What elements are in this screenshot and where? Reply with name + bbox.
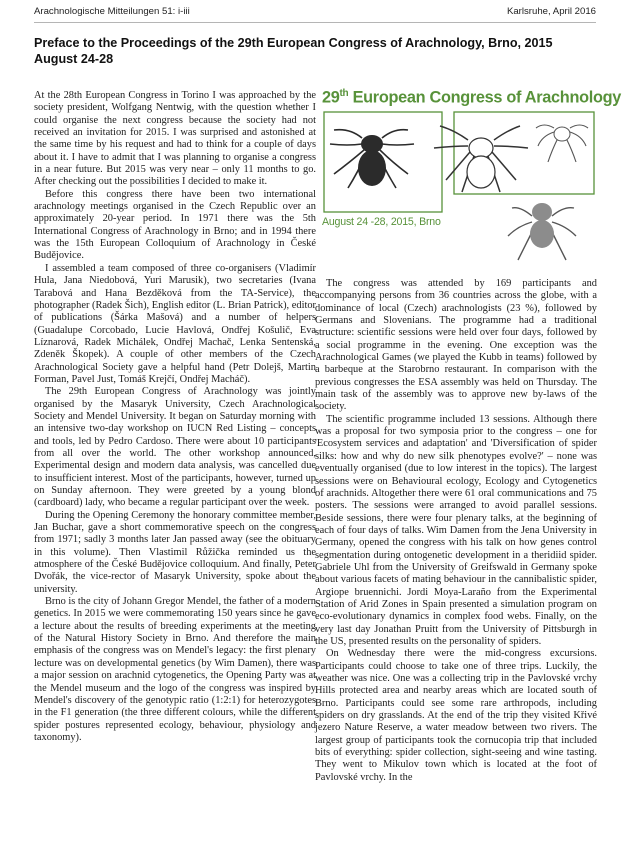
- paragraph: I assembled a team composed of three co-organisers (Vladimír Hula, Jana Niedobová, Yuri Marusik), two secretaries (Ivana Tarabová and Hana Bezděková from the TA-Service), the photographer (Radek Šich), English editor (L. Brian Patrick), editor of publications (Šárka Mašová) and a number of helpers (Guadalupe Corcobado, Lucie Havlová, Ondřej Košulič, Eva Líznarová, Radek Michálek, Ondřej Machač, Lenka Sentenská, Zdeněk Škopek). A couple of other members of the Czech Arachnological Society gave a helpful hand (Petr Dolejš, Martin Forman, Pavel Just, Tomáš Krejčí, Ondřej Macháč).: [34, 262, 316, 385]
- running-header: [34, 6, 596, 23]
- paragraph: Brno is the city of Johann Gregor Mendel, the father of a modern genetics. In 2015 we were commemorating 150 years since he gave a lecture about the results of breeding experiments at the meeting of the Natural History Society in Brno. And therefore the main emphasis of the congress was on Mendel's legacy: the first plenary lecture was on developmental genetics (by Wim Damen), there was a major session on arachnid cytogenetics, the Opening Party was at the Mendel museum and the logo of the congress was inspired by Mendel's discovery of the genotypic ratio (1:2:1) for heterozygotes in the F1 generation (the three different colours, while the different spider postures represented ecology, behaviour, physiology and taxonomy).: [34, 596, 316, 743]
- article-title: Preface to the Proceedings of the 29th European Congress of Arachnology, Brno, 2015 August 24-28: [34, 36, 553, 66]
- congress-logo: [322, 88, 622, 238]
- spider-grey-body: [530, 220, 554, 248]
- paragraph: On Wednesday there were the mid-congress excursions. Participants could choose to take one of three trips. Luckily, the weather was nice. One was a collecting trip in the Pavlovské vrchy Hills protected area and nearby areas which are located south of Brno. Participants could see some rare arthropods, including spiders on dry grasslands. At the end of the trip they visited Křivé jezero Nature Reserve, a water meadow between two rivers. The largest group of participants took the cornucopia trip that included bits of everything: spider collection, sight-seeing and wine tasting. They went to Mikulov town which is located at the foot of Pavlovské vrchy. In the: [315, 648, 597, 783]
- logo-title: 29th European Congress of Arachnology: [322, 88, 622, 107]
- journal-citation: Arachnologische Mitteilungen 51: i-iii: [34, 6, 190, 17]
- spider-white-body: [467, 156, 495, 188]
- paragraph: During the Opening Ceremony the honorary committee member, Jan Buchar, gave a short commemorative speech on the congress from 1971; sadly 3 months later Jan passed away (see the obituary in this volume). Then Vlastimil Růžička reminded us the atmosphere of the České Budějovice colloquium. And finally, Peter Dvořák, the vice-rector of Masaryk University, spoke about the university.: [34, 509, 316, 595]
- spiders-illustration: [322, 88, 622, 270]
- paragraph: The scientific programme included 13 sessions. Although there was a proposal for two symposia prior to the congress – one for 'Ecosystem services and adaptation' and 'Diversification of spider silks: how and why do new silk phenotypes evolve?' – none was eventually organised (due to low interest in the topics). The largest sessions were on Behavioural ecology, Ecology and Cytogenetics of arachnids. Altogether there were 61 oral communications and 75 posters. The sessions were arranged to avoid parallel sessions. Beside sessions, there were four plenary talks, at the beginning of each of four days of talks. Wim Damen from the Jena University in Germany, opened the congress with his talk on how genes control segmentation during ontogenetic development in a theridiid spider. Gabriele Uhl from the University of Greifswald in Germany spoke about various facets of mating behaviour in the cannibalistic spider, Argiope bruennichi. Jordi Moya-Laraño from the Experimental Station of Arid Zones in Spain presented a simulation program on eco-evolutionary dynamics in complex food webs. Finally, on the very last day Jonathan Pruitt from the University of Pittsburgh in the US, presented results on the personality of spiders.: [315, 413, 597, 647]
- spider-white-head: [469, 138, 493, 158]
- logo-date: August 24 -28, 2015, Brno: [322, 216, 441, 228]
- spider-small-body: [554, 127, 570, 141]
- spider-grey-head: [532, 203, 552, 221]
- paragraph: The 29th European Congress of Arachnology was jointly organised by the Masaryk University, Czech Arachnological Society and Mendel University. It began on Saturday morning with an intensive two-day workshop on IUCN Red Listing – concepts and tools, led by Pedro Cardoso. There were about 10 participants from all over the world. The other workshop announced, Experimental design and modern data analysis, was cancelled due to insufficient interest. Most of the participants, however, turned up on Sunday afternoon. They were greeted by a young blond (cardboard) lady, who became a regular participant over the week.: [34, 386, 316, 509]
- left-column: [34, 90, 316, 744]
- place-date: Karlsruhe, April 2016: [506, 6, 596, 17]
- spider-dark-body: [358, 150, 386, 186]
- right-column: [315, 278, 597, 784]
- paragraph: The congress was attended by 169 participants and accompanying persons from 36 countries across the globe, with a dominance of local (Czech) arachnologists (23 %), followed by Germans and Slovenians. The programme had a traditional structure: scientific sessions were held over four days, followed by a social programme in the evening. One exception was the Arachnological Games (we played the Kubb in teams) followed by a barbeque at the Starobrno restaurant. In comparison with the previous congresses the ESA assembly was held on Thursday. The main task of the assembly was to approve new by-laws of the society.: [315, 278, 597, 413]
- paragraph: At the 28th European Congress in Torino I was approached by the society president, Wolfgang Nentwig, with the question whether I could organise the next congress because the society had not received an invitation for 2015. I was surprised and astonished at the same time by his request and had to think for a couple of days about it. I have to admit that I was planning to organise a congress in a near future. But 2015 was very near – only 11 months to go. After checking out the possibilities I decided to make it.: [34, 90, 316, 188]
- paragraph: Before this congress there have been two international arachnology meetings organised in the Czech Republic over an approximately 20-year period. In 1971 there was the 5th International Congress of Arachnology in Brno; and in 1994 there was the 15th European Colloquium of Arachnology in České Budějovice.: [34, 188, 316, 262]
